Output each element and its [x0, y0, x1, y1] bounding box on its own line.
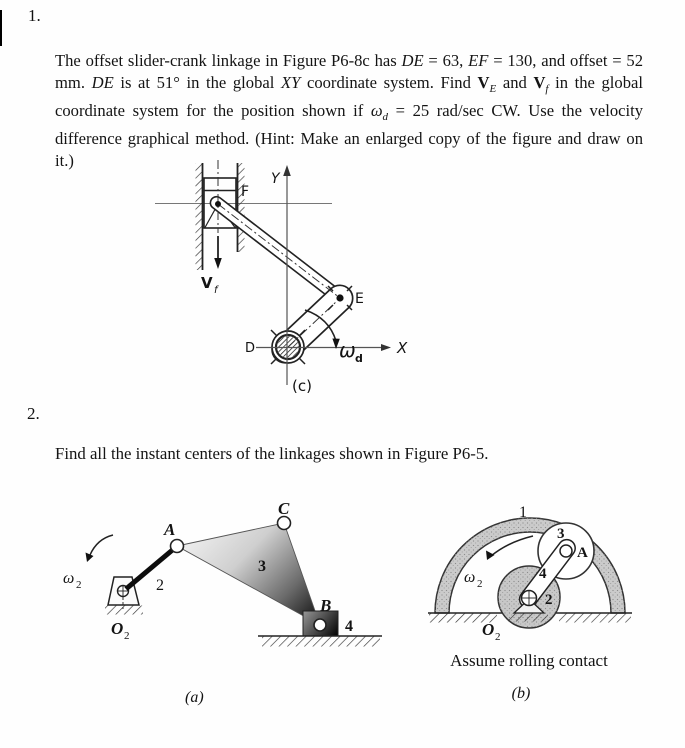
text-segment: coordinate system. Find	[300, 72, 478, 92]
joint-c	[278, 517, 291, 530]
text-segment: = 130, and offset = 52 mm.	[55, 50, 643, 92]
text-segment: is at 51° in the global	[113, 72, 281, 92]
problem2-text: Find all the instant centers of the linkages shown in Figure P6-5.	[55, 443, 489, 463]
figure-p6-8c	[150, 156, 462, 402]
figure-a-caption: (a)	[185, 689, 204, 706]
joint-a-label-b: A	[577, 545, 588, 561]
link-2-label: 2	[156, 577, 164, 594]
text-segment: = 25 rad/sec CW. Use the velocity difference graphical method. (Hint: Make an enlarged copy of the figure and draw on it.)	[55, 100, 643, 170]
omega2-label-b: ω	[464, 569, 476, 586]
omega-d-label-sub: d	[355, 352, 363, 365]
omega2-label-sub: 2	[76, 579, 82, 591]
joint-b	[314, 619, 326, 631]
text-segment: = 63,	[423, 50, 469, 70]
o2-label-b: O	[482, 620, 495, 639]
joint-c-label: C	[278, 499, 290, 518]
text-segment: d	[382, 110, 389, 123]
text-segment: XY	[280, 72, 301, 92]
pin-a	[560, 545, 572, 557]
figure-c-caption: (c)	[292, 377, 312, 395]
text-segment: E	[489, 82, 497, 95]
problem2-number: 2.	[27, 404, 40, 423]
vf-label: V	[201, 274, 213, 292]
pin-f	[215, 201, 221, 207]
link-3-label-b: 3	[557, 526, 565, 542]
text-segment: DE	[91, 72, 114, 92]
problem1-text	[55, 50, 643, 172]
text-segment: EF	[468, 50, 489, 70]
link-3-triangle	[177, 523, 320, 625]
text-segment: f	[545, 82, 549, 95]
joint-a	[171, 540, 184, 553]
omega2-arrow	[86, 535, 114, 562]
x-axis-label: X	[397, 339, 408, 357]
joint-b-label: B	[320, 596, 332, 615]
omega-d-label: ω	[339, 338, 356, 362]
link-4-label: 4	[345, 618, 353, 635]
joint-d-label: D	[245, 341, 256, 356]
problem1-number: 1.	[28, 6, 41, 25]
text-segment: ω	[370, 100, 383, 120]
text-segment: in the global coordinate system for the position shown if	[55, 72, 643, 120]
joint-f-label: F	[241, 184, 250, 200]
figure-b-caption: (b)	[511, 685, 531, 702]
vf-arrow	[214, 236, 222, 269]
text-segment: DE	[401, 50, 424, 70]
figure-p6-5b	[425, 478, 683, 710]
ground-a	[258, 636, 382, 647]
link-2	[126, 547, 176, 589]
text-segment: The offset slider-crank linkage in Figure P6-8c has	[55, 50, 402, 70]
o2-label: O	[111, 619, 124, 638]
vf-label-sub: f	[214, 285, 218, 296]
scan-edge-artifact	[0, 10, 2, 46]
omega2-label: ω	[63, 570, 75, 587]
link-1-label: 1	[519, 504, 527, 521]
text-segment: V	[477, 72, 490, 92]
pin-e	[336, 294, 343, 301]
o2-label-b-sub: 2	[495, 631, 501, 643]
joint-e-label: E	[355, 291, 364, 307]
figure-p6-5a	[30, 488, 392, 712]
text-segment: and	[496, 72, 534, 92]
link-4-label-b: 4	[539, 566, 547, 582]
joint-a-label: A	[164, 520, 176, 539]
rolling-contact-note: Assume rolling contact	[450, 651, 608, 670]
link-3-label: 3	[258, 558, 266, 575]
text-segment: V	[533, 72, 546, 92]
y-axis-label: Y	[271, 171, 280, 187]
link-2-label-b: 2	[545, 592, 553, 608]
omega2-label-b-sub: 2	[477, 578, 483, 590]
o2-label-sub: 2	[124, 630, 130, 642]
